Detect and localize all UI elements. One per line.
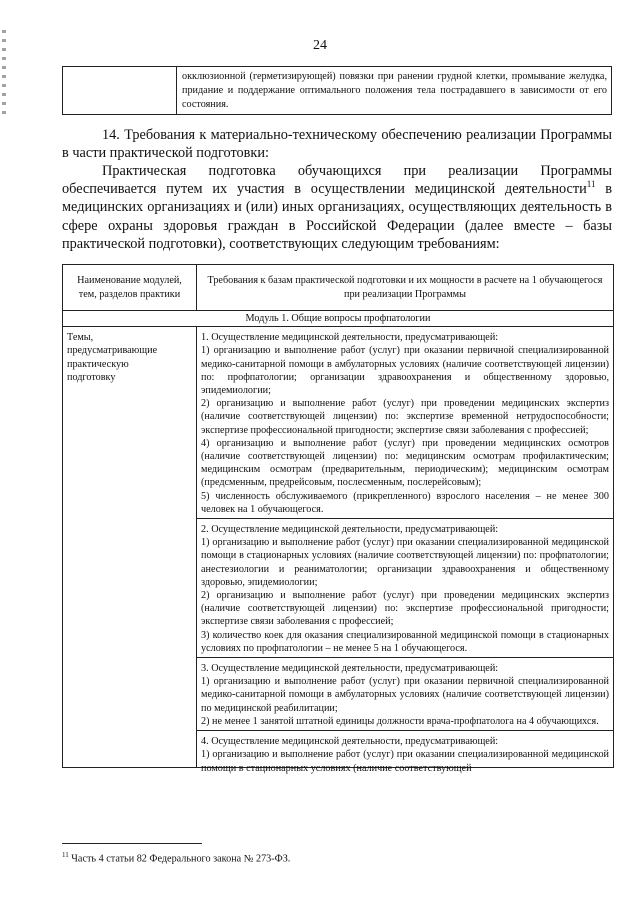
footnote-reference: 11 (586, 179, 596, 190)
block-line: 3. Осуществление медицинской деятельности, предусматривающей: (201, 663, 499, 675)
block-line: 1. Осуществление медицинской деятельности, предусматривающей: (201, 332, 499, 344)
header-requirements-cell: Требования к базам практической подготовки и их мощности в расчете на 1 обучающегося при реализации Программы (197, 265, 614, 311)
section-paragraph (62, 162, 612, 253)
requirements-table (62, 264, 614, 774)
table-cell-left (63, 67, 177, 115)
requirement-block-2 (197, 518, 613, 657)
table-row (63, 67, 612, 115)
continued-table (62, 66, 612, 115)
block-line: 2. Осуществление медицинской деятельности, предусматривающей: (201, 524, 499, 536)
header-modules-cell: Наименование модулей, тем, разделов практики (63, 265, 197, 311)
block-line: 1) организацию и выполнение работ (услуг) при оказании первичной специализированной медико-санитарной помощи в амбулаторных условиях (наличие соответствующей лицензии) по: профпатологии; организации здравоохранения и общественному здоровью, эпидемиологии; (201, 345, 609, 397)
requirement-block-4 (197, 730, 613, 774)
footnote-text: Часть 4 статьи 82 Федерального закона № 273-ФЗ. (68, 853, 291, 865)
block-line: 5) численность обслуживаемого (прикрепленного) взрослого населения – не менее 300 человек на 1 обучающегося. (201, 490, 609, 515)
row-name-cell (63, 327, 197, 768)
table-row (63, 327, 614, 768)
block-line: 1) организацию и выполнение работ (услуг) при оказании специализированной медицинской помощи в стационарных условиях (наличие соответствующей лицензии) по: профпатологии; анестезиологии и реаниматологии; организации здравоохранения и общественному здоровью, эпидемиологии; (201, 537, 609, 588)
table-cell-right: окклюзионной (герметизирующей) повязки при ранении грудной клетки, промывание желудка, придание и поддержание оптимального положения тела пострадавшего в зависимости от его состояния. (177, 67, 612, 115)
paragraph-text: Практическая подготовка обучающихся при реализации Программы обеспечивается путем их участия в осуществлении медицинской деятельности (62, 163, 612, 198)
footnote-number: 11 (62, 851, 69, 859)
requirements-cell (197, 327, 614, 774)
block-line: 4) организацию и выполнение работ (услуг) при проведении медицинских осмотров (наличие соответствующей лицензии) по: медицинским осмотрам профилактическим; медицинским осмотрам (предварительным, периодическим); медицинским осмотрам (предсменным, предрейсовым, послесменным, послерейсовым); (201, 437, 609, 489)
block-line: 1) организацию и выполнение работ (услуг) при оказании первичной специализированной медико-санитарной помощи в амбулаторных условиях (наличие соответствующей лицензии) по медицинской реабилитации; (201, 676, 609, 714)
requirement-block-1 (197, 327, 613, 518)
block-line: 4. Осуществление медицинской деятельности, предусматривающей: (201, 736, 499, 748)
block-line: 1) организацию и выполнение работ (услуг) при оказании специализированной медицинской помощи в стационарных условиях (наличие соответствующей (201, 749, 609, 774)
page-number: 24 (313, 38, 327, 53)
table-header-row (63, 265, 614, 311)
block-line: 2) организацию и выполнение работ (услуг) при проведении медицинских экспертиз (наличие соответствующей лицензии) по: экспертизе профессиональной пригодности; экспертизе связи заболевания с профессией; (201, 590, 609, 628)
footnote (62, 849, 290, 865)
footnote-separator (62, 843, 202, 844)
paragraph-text-continued: в медицинских организациях и (или) иных организациях, осуществляющих деятельность в сфере охраны здоровья граждан в Российской Федерации (далее вместе – базы практической подготовки), соответствующих следующим требованиям: (62, 181, 612, 252)
module-row (63, 311, 614, 327)
requirement-block-3 (197, 657, 613, 730)
block-line: 2) организацию и выполнение работ (услуг) при проведении медицинских экспертиз (наличие соответствующей лицензии) по: экспертизе временной нетрудоспособности; экспертизе профессиональной пригодности; экспертизе связи заболевания с профессией; (201, 398, 609, 436)
block-line: 2) не менее 1 занятой штатной единицы должности врача-профпатолога на 4 обучающихся. (201, 715, 599, 727)
section-heading: 14. Требования к материально-техническому обеспечению реализации Программы в части практической подготовки: (62, 127, 612, 162)
block-line: 3) количество коек для оказания специализированной медицинской помощи в стационарных условиях по профпатологии – не менее 5 на 1 обучающегося. (201, 629, 609, 654)
row-name-text: Темы, предусматривающие практическую подготовку (67, 332, 158, 383)
module-title: Модуль 1. Общие вопросы профпатологии (63, 311, 614, 327)
